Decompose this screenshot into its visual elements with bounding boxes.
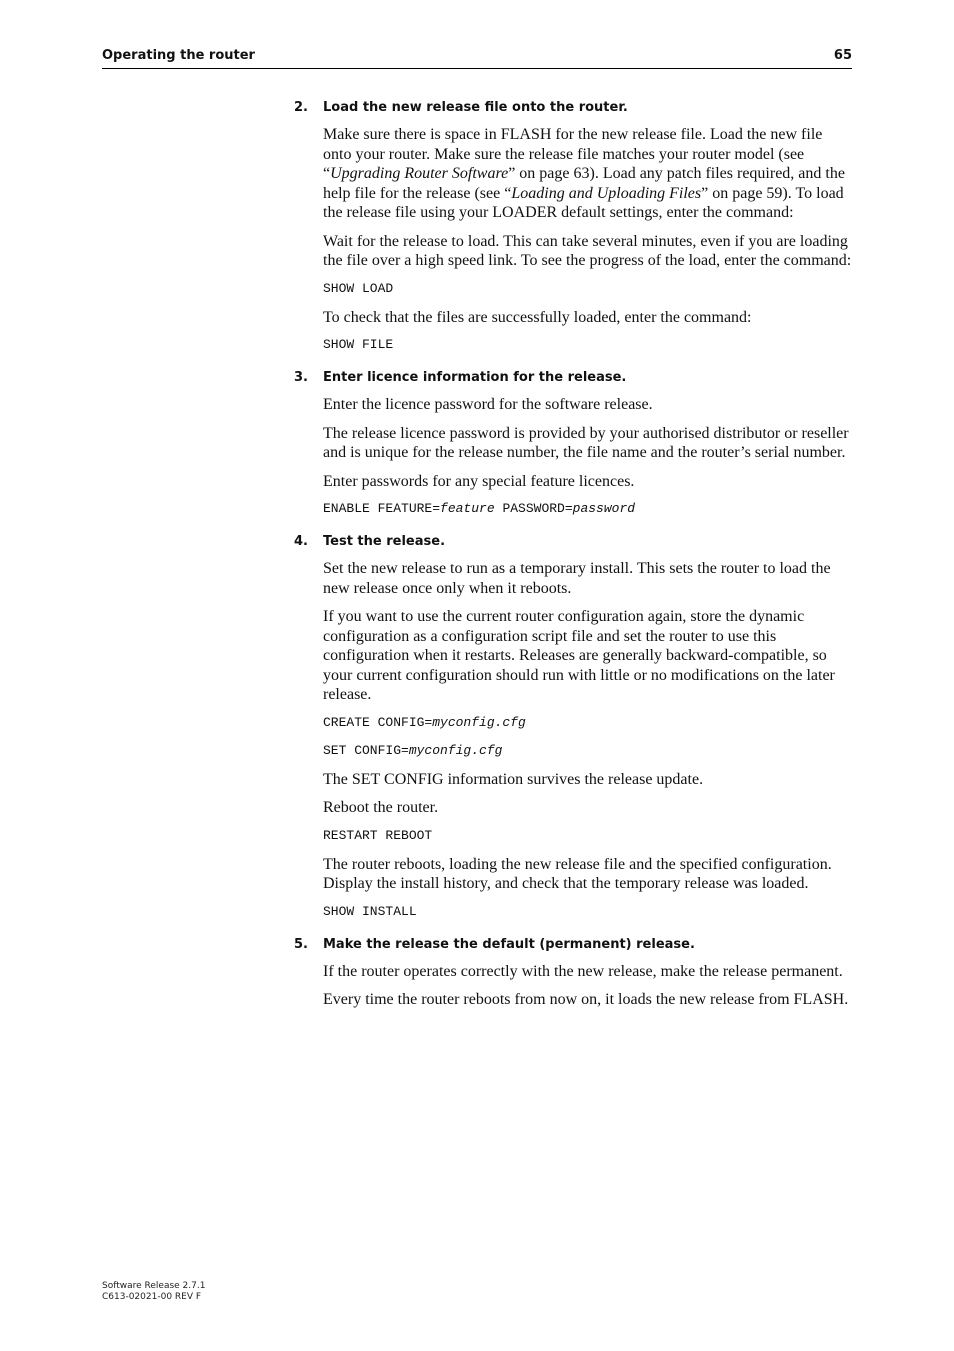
paragraph: Every time the router reboots from now on, it loads the new release from FLASH.: [323, 991, 849, 1008]
step-title: Enter licence information for the release.: [323, 370, 627, 385]
step-heading: [294, 937, 854, 952]
step-number: 3.: [294, 370, 308, 385]
paragraph: Enter passwords for any special feature licences.: [323, 472, 635, 490]
command: CREATE CONFIG=myconfig.cfg: [323, 714, 526, 730]
step-title: Test the release.: [323, 534, 446, 549]
paragraph: Wait for the release to load. This can take several minutes, even if you are loading the file over a high speed link. To see the progress of the load, enter the command:: [323, 232, 852, 269]
paragraph: Enter the licence password for the software release.: [323, 396, 653, 413]
main-content: [294, 100, 854, 1019]
command: SHOW INSTALL: [323, 903, 417, 919]
paragraph: The SET CONFIG information survives the release update.: [323, 770, 704, 788]
footer-release: Software Release 2.7.1: [102, 1281, 206, 1291]
step-number: 4.: [294, 534, 308, 549]
step-body: [294, 125, 854, 271]
paragraph: Make sure there is space in FLASH for the new release file. Load the new file onto your router. Make sure the release file matches your router model (see “Upgrading Router Software” on page 63). Load any patch files required, and the help file for the release (see “Loading and Uploading Files” on page 59). To load the release file using your LOADER default settings, enter the command:: [323, 126, 845, 221]
cross-reference: Loading and Uploading Files: [511, 184, 702, 202]
step-title: Make the release the default (permanent) release.: [323, 936, 695, 952]
step-body: [294, 559, 854, 705]
footer-doc-number: C613-02021-00 REV F: [102, 1292, 202, 1302]
command: RESTART REBOOT: [323, 827, 433, 843]
paragraph: Reboot the router.: [323, 799, 439, 816]
cross-reference: Upgrading Router Software: [330, 165, 509, 182]
page-header: [102, 48, 852, 69]
page-footer: [102, 1281, 205, 1303]
step-heading: [294, 100, 854, 115]
paragraph: If the router operates correctly with the new release, make the release permanent.: [323, 962, 843, 980]
paragraph: The release licence password is provided by your authorised distributor or reseller and is unique for the release number, the file name and the router’s serial number.: [323, 424, 849, 461]
step-body: [294, 395, 854, 491]
paragraph: The router reboots, loading the new release file and the specified configuration. Display the install history, and check that the temporary release was loaded.: [323, 855, 832, 892]
step-number: 5.: [294, 936, 308, 952]
step-title: Load the new release file onto the router.: [323, 100, 628, 115]
command: SET CONFIG=myconfig.cfg: [323, 742, 503, 758]
command: ENABLE FEATURE=feature PASSWORD=password: [323, 501, 636, 516]
paragraph: If you want to use the current router configuration again, store the dynamic configuration as a configuration script file and set the router to use this configuration when it restarts. Releases are generally backward-compatible, so your current configuration should run with little or no modifications on the later release.: [323, 608, 835, 703]
step-heading: [294, 534, 854, 549]
step-number: 2.: [294, 100, 308, 115]
header-title: Operating the router: [102, 48, 255, 63]
command: SHOW LOAD: [323, 280, 394, 296]
command: SHOW FILE: [323, 337, 394, 352]
step-body: [294, 962, 854, 1010]
page-number: 65: [833, 48, 852, 63]
step-heading: [294, 370, 854, 385]
paragraph: Set the new release to run as a temporary install. This sets the router to load the new release once only when it reboots.: [323, 560, 831, 597]
paragraph: To check that the files are successfully loaded, enter the command:: [323, 308, 752, 326]
